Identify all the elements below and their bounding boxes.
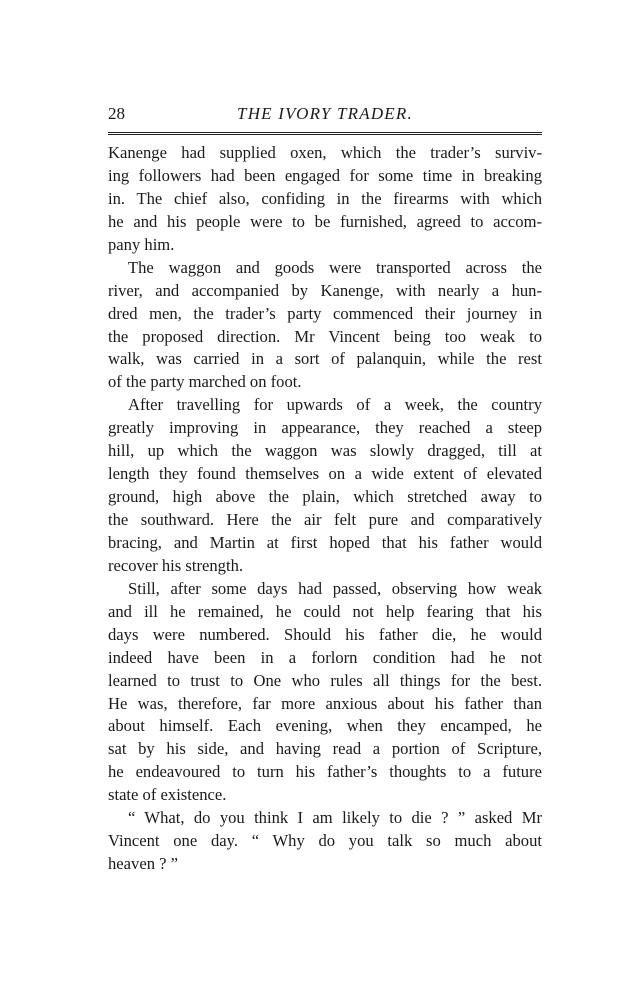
header-rule-lower [108,134,542,135]
body-text [108,142,542,876]
page-number: 28 [108,104,125,123]
text-line: indeed have been in a forlorn condition had he not [108,647,542,667]
text-line: and ill he remained, he could not help fearing that his [108,601,542,621]
text-line: bracing, and Martin at first hoped that his father would [108,532,542,552]
text-line: hill, up which the waggon was slowly dragged, till at [108,441,542,461]
text-line: walk, was carried in a sort of palanquin, while the rest [108,349,542,369]
text-line: he and his people were to be furnished, agreed to accom- [108,211,542,231]
text-line: greatly improving in appearance, they reached a steep [108,418,542,438]
text-line: sat by his side, and having read a portion of Scripture, [108,739,542,759]
text-line: Kanenge had supplied oxen, which the trader’s surviv- [108,143,542,162]
text-line: After travelling for upwards of a week, the country [128,395,542,415]
page-header [108,102,542,126]
text-line: about himself. Each evening, when they encamped, he [108,716,542,736]
text-line: river, and accompanied by Kanenge, with nearly a hun- [108,280,542,300]
text-line: learned to trust to One who rules all things for the best. [108,670,542,690]
text-line: pany him. [108,234,175,254]
header-rule [108,132,542,133]
text-line: the southward. Here the air felt pure and comparatively [108,510,542,529]
text-line: dred men, the trader’s party commenced their journey in [108,303,542,323]
text-line: state of existence. [108,785,227,805]
text-line: The waggon and goods were transported across the [128,257,542,277]
text-line: recover his strength. [108,555,244,575]
text-line: “ What, do you think I am likely to die ? ” asked Mr [128,808,542,828]
text-line: ground, high above the plain, which stretched away to [108,487,542,507]
running-title: THE IVORY TRADER. [237,104,413,123]
text-line: in. The chief also, confiding in the firearms with which [108,188,542,208]
text-line: days were numbered. Should his father die, he would [108,624,542,644]
text-line: heaven ? ” [108,854,179,874]
text-line: ing followers had been engaged for some time in breaking [108,165,542,185]
text-line: He was, therefore, far more anxious about his father than [108,693,542,713]
text-line: of the party marched on foot. [108,372,302,392]
text-line: Still, after some days had passed, observing how weak [128,578,542,598]
text-line: Vincent one day. “ Why do you talk so much about [108,831,542,851]
text-line: he endeavoured to turn his father’s thoughts to a future [108,762,542,782]
text-line: length they found themselves on a wide extent of elevated [108,464,542,484]
text-line: the proposed direction. Mr Vincent being too weak to [108,326,542,346]
